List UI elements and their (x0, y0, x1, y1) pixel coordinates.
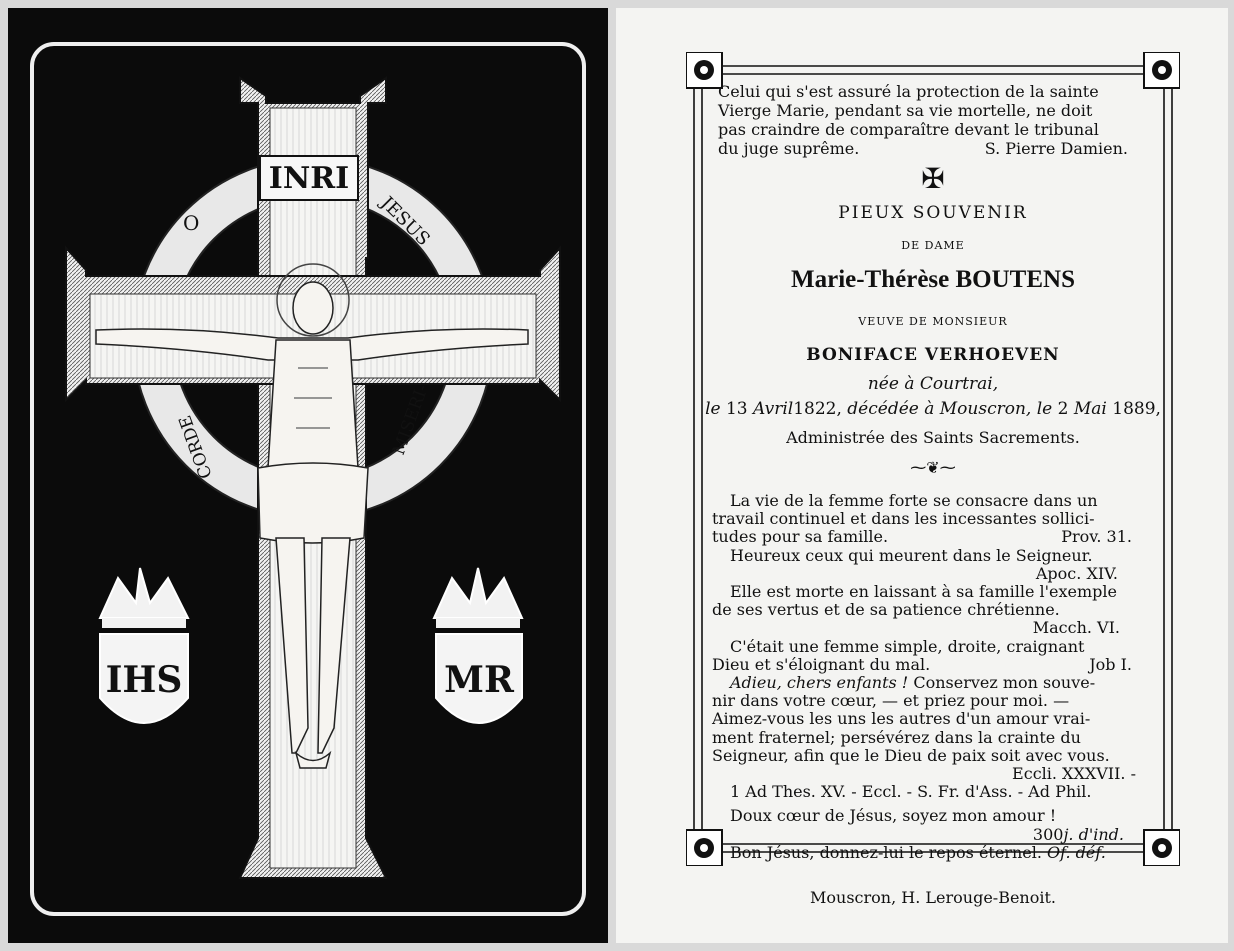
body-line: Aimez-vous les uns les autres d'un amour vrai- (712, 709, 1091, 729)
body-line: Apoc. XIV. (1035, 563, 1118, 583)
body-line: Adieu, chers enfants ! Conservez mon souve- (730, 673, 1096, 693)
body-text (712, 492, 1144, 862)
shield-left-monogram: IHS (105, 659, 183, 701)
de-dame: DE DAME (901, 239, 965, 252)
crucifix-card (8, 8, 608, 943)
quote-line: Celui qui s'est assuré la protection de la sainte (718, 82, 1099, 101)
crucifix-illustration (8, 8, 608, 943)
date-le: le (705, 399, 721, 419)
body-line: 300j. d'ind. (1032, 824, 1124, 844)
ring-text-o: O (183, 211, 200, 235)
sacraments: Administrée des Saints Sacrements. (786, 428, 1080, 447)
quote-line: Vierge Marie, pendant sa vie mortelle, ne doit (718, 101, 1093, 120)
body-line: Heureux ceux qui meurent dans le Seigneur. (730, 545, 1093, 565)
body-line: Dieu et s'éloignant du mal. Job I. (712, 654, 1132, 674)
ring-text-corde: CORDE (175, 412, 217, 482)
opening-quote (718, 82, 1128, 158)
body-line: tudes pour sa famille. Prov. 31. (712, 527, 1132, 547)
heading: PIEUX SOUVENIR (838, 203, 1028, 223)
birth-month: Avril (753, 399, 794, 419)
dates-line (686, 399, 1180, 419)
body-line: Doux cœur de Jésus, soyez mon amour ! (730, 806, 1057, 826)
inri-text: INRI (268, 161, 350, 196)
body-line: de ses vertus et de sa patience chrétienne. (712, 600, 1060, 620)
birth-year: 1822, (793, 399, 842, 419)
ring-text-miseri: MISERI- (388, 381, 433, 458)
veuve-label: VEUVE DE MONSIEUR (858, 315, 1008, 328)
deceased-name: Marie-Thérèse BOUTENS (791, 266, 1075, 293)
corner-ornament-icon (686, 52, 722, 88)
birth-day: 13 (725, 399, 748, 419)
death-place: décédée à Mouscron, (847, 399, 1032, 419)
death-year: 1889, (1112, 399, 1161, 419)
death-month: Mai (1073, 399, 1107, 419)
body-line: Eccli. XXXVII. - (1012, 764, 1136, 784)
quote-author: S. Pierre Damien. (984, 139, 1128, 158)
body-line: travail continuel et dans les incessantes sollici- (712, 509, 1095, 529)
shield-left (100, 568, 188, 723)
death-day: 2 (1057, 399, 1069, 419)
body-line: Macch. VI. (1032, 618, 1120, 638)
printer-imprint: Mouscron, H. Lerouge-Benoit. (810, 888, 1056, 907)
quote-last-line: du juge suprême. (718, 139, 860, 158)
body-line: Bon Jésus, donnez-lui le repos éternel. Of. déf. (730, 842, 1106, 862)
memorial-card-text (616, 8, 1228, 943)
date-le: le (1036, 399, 1053, 419)
body-line: La vie de la femme forte se consacre dans un (730, 491, 1098, 510)
body-line: Seigneur, afin que le Dieu de paix soit avec vous. (712, 745, 1110, 765)
birthplace: née à Courtrai, (867, 374, 999, 394)
body-line: nir dans votre cœur, — et priez pour moi. — (712, 691, 1070, 711)
shield-right (434, 568, 522, 723)
husband-name: BONIFACE VERHOEVEN (806, 345, 1060, 365)
ring-text-jesus: JESUS (376, 192, 434, 251)
shield-right-monogram: MR (444, 659, 514, 701)
maltese-cross-icon: ✠ (921, 162, 945, 195)
quote-line: pas craindre de comparaître devant le tribunal (718, 120, 1099, 139)
body-line: C'était une femme simple, droite, craignant (730, 636, 1085, 656)
divider-ornament-icon: ⁓❦⁓ (910, 458, 956, 477)
body-line: 1 Ad Thes. XV. - Eccl. - S. Fr. d'Ass. - Ad Phil. (730, 782, 1092, 802)
body-line: Elle est morte en laissant à sa famille l'exemple (730, 582, 1117, 602)
body-line: ment fraternel; persévérez dans la crainte du (712, 727, 1081, 747)
